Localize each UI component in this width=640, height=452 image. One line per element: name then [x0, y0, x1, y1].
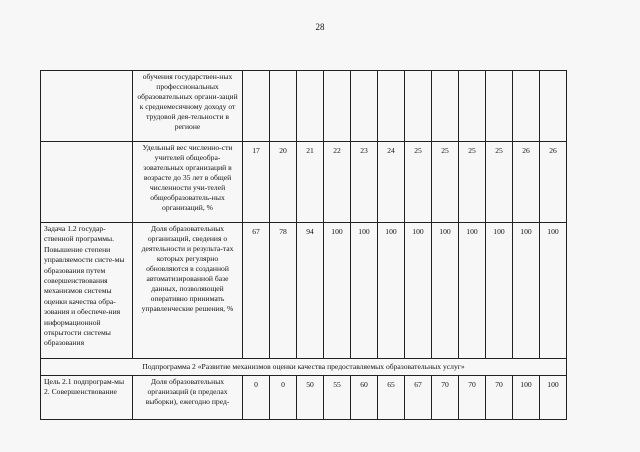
value-cell: 67 — [243, 223, 270, 359]
value-cell: 60 — [351, 376, 378, 420]
value-cell: 100 — [324, 223, 351, 359]
indicator-label: Доля образовательных организаций, сведения о деятельности и результа-тах которых регулярно обновляются в созданной автоматизированной базе данных, позволяющей оперативно принимать управленческие решения, % — [133, 223, 243, 359]
value-cell: 26 — [540, 142, 567, 223]
indicator-label: Удельный вес численно-сти учителей общеобра-зовательных организаций в возрасте до 35 лет в общей численности учи-телей общеобразователь-ных организаций, % — [133, 142, 243, 223]
value-cell: 23 — [351, 142, 378, 223]
value-cell — [513, 71, 540, 142]
value-cell: 100 — [405, 223, 432, 359]
value-cell — [405, 71, 432, 142]
value-cell: 70 — [486, 376, 513, 420]
value-cell: 100 — [540, 223, 567, 359]
value-cell — [378, 71, 405, 142]
task-cell: Цель 2.1 подпрограм-мы 2. Совершенствование — [41, 376, 133, 420]
value-cell: 65 — [378, 376, 405, 420]
value-cell: 100 — [432, 223, 459, 359]
value-cell — [432, 71, 459, 142]
subprogram-header: Подпрограмма 2 «Развитие механизмов оценки качества предоставляемых образовательных услуг» — [41, 359, 567, 376]
value-cell: 100 — [486, 223, 513, 359]
indicator-label: Доля образовательных организаций (в пределах выборки), ежегодно пред- — [133, 376, 243, 420]
value-cell: 70 — [459, 376, 486, 420]
value-cell: 20 — [270, 142, 297, 223]
value-cell: 100 — [513, 376, 540, 420]
value-cell: 0 — [270, 376, 297, 420]
value-cell: 100 — [459, 223, 486, 359]
task-cell — [41, 142, 133, 223]
value-cell — [459, 71, 486, 142]
value-cell — [324, 71, 351, 142]
indicators-table — [40, 70, 567, 420]
value-cell: 67 — [405, 376, 432, 420]
value-cell: 17 — [243, 142, 270, 223]
value-cell: 21 — [297, 142, 324, 223]
table-row — [41, 223, 567, 359]
table-row — [41, 142, 567, 223]
value-cell: 24 — [378, 142, 405, 223]
task-cell — [41, 71, 133, 142]
value-cell: 100 — [378, 223, 405, 359]
page-number: 28 — [315, 22, 325, 32]
value-cell: 100 — [513, 223, 540, 359]
indicator-label: обучения государствен-ных профессиональных образовательных органи-заций к среднемесячному доходу от трудовой дея-тельности в регионе — [133, 71, 243, 142]
value-cell — [243, 71, 270, 142]
task-cell: Задача 1.2 государ-ственной программы. Повышение степени управляемости систе-мы образования путем совершенствования механизмов системы оценки качества обра-зования и обеспече-ния информационной открытости системы образования — [41, 223, 133, 359]
value-cell: 50 — [297, 376, 324, 420]
value-cell — [351, 71, 378, 142]
value-cell: 100 — [351, 223, 378, 359]
value-cell: 94 — [297, 223, 324, 359]
value-cell: 25 — [405, 142, 432, 223]
value-cell: 70 — [432, 376, 459, 420]
value-cell: 25 — [459, 142, 486, 223]
value-cell: 25 — [486, 142, 513, 223]
value-cell — [486, 71, 513, 142]
value-cell — [270, 71, 297, 142]
value-cell: 0 — [243, 376, 270, 420]
value-cell — [540, 71, 567, 142]
value-cell: 26 — [513, 142, 540, 223]
value-cell: 78 — [270, 223, 297, 359]
table-row — [41, 359, 567, 376]
table-row — [41, 376, 567, 420]
table-row — [41, 71, 567, 142]
value-cell — [297, 71, 324, 142]
value-cell: 100 — [540, 376, 567, 420]
value-cell: 55 — [324, 376, 351, 420]
value-cell: 22 — [324, 142, 351, 223]
value-cell: 25 — [432, 142, 459, 223]
